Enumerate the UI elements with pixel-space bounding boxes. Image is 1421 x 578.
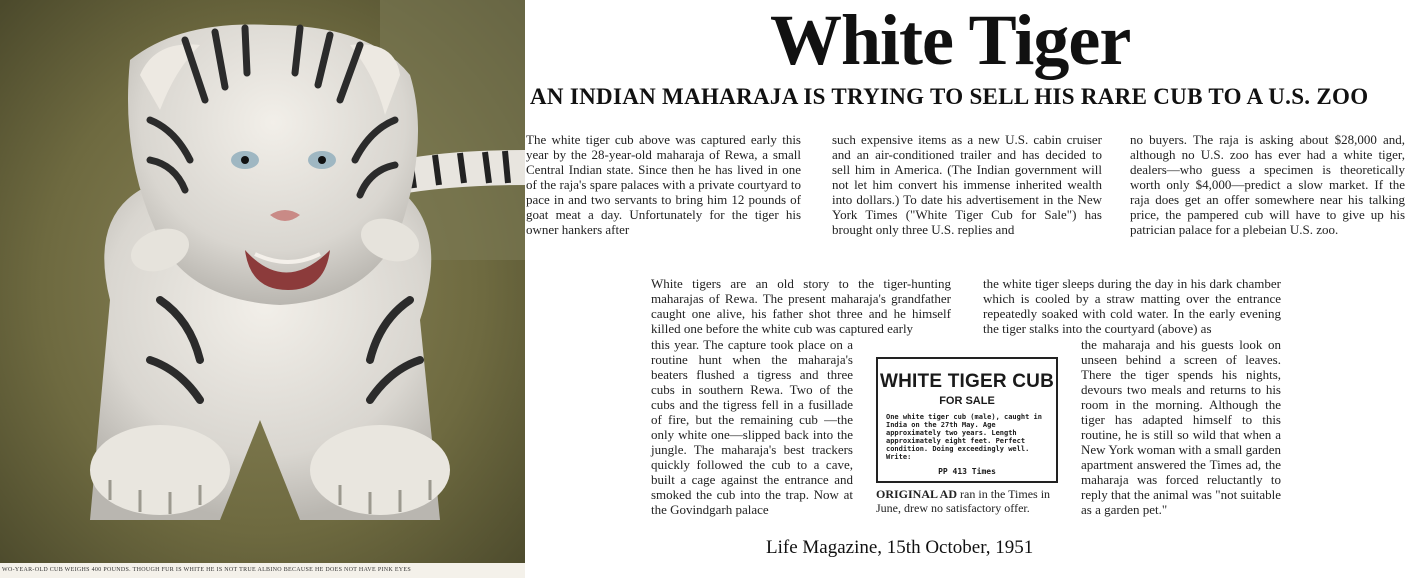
- photo-caption: WO-YEAR-OLD CUB WEIGHS 400 POUNDS. THOUGH FUR IS WHITE HE IS NOT TRUE ALBINO BECAUSE HE DOES NOT HAVE PINK EYES: [0, 563, 525, 578]
- article-column-1: The white tiger cub above was captured early this year by the 28-year-old maharaja of Rewa, a small Central Indian state. Since then he has lived in one of the raja's spare palaces with a private courtyard to pace in and two servants to bring him 12 pounds of goat meat a day. Unfortunately for the tiger his owner hankers after: [526, 132, 801, 237]
- ad-title: WHITE TIGER CUB: [880, 371, 1054, 392]
- article-lower-column-2-top: the white tiger sleeps during the day in his dark chamber which is cooled by a straw matting over the entrance repeatedly soaked with cold water. In the early evening the tiger stalks into the courtyard (above) as: [983, 276, 1281, 336]
- white-tiger-photo: [0, 0, 525, 578]
- article-lower-column-1-top: White tigers are an old story to the tiger-hunting maharajas of Rewa. The present maharaja's grandfather caught one alive, his father shot three and he himself killed one before the white cub was captured early: [651, 276, 951, 336]
- article-column-2: such expensive items as a new U.S. cabin cruiser and an air-conditioned trailer and has decided to sell him in America. (The Indian government will not let him convert his immense inherited wealth into dollars.) To date his advertisement in the New York Times ("White Tiger Cub for Sale") has brought only three U.S. replies and: [832, 132, 1102, 237]
- article-subhead: AN INDIAN MAHARAJA IS TRYING TO SELL HIS RARE CUB TO A U.S. ZOO: [530, 84, 1369, 109]
- article-headline: White Tiger: [770, 0, 1131, 80]
- ad-subtitle: FOR SALE: [939, 395, 995, 407]
- ad-body: One white tiger cub (male), caught in India on the 27th May. Age approximately two years. Length approximately eight feet. Perfect condition. Doing exceedingly well. Write:: [886, 413, 1042, 461]
- source-credit: Life Magazine, 15th October, 1951: [766, 537, 1034, 558]
- ad-caption-lead: ORIGINAL AD: [876, 487, 958, 501]
- ad-code: PP 413 Times: [938, 467, 996, 476]
- article-column-3: no buyers. The raja is asking about $28,000 and, although no U.S. zoo has ever had a white tiger, dealers—who guess a specimen is theoretically worth only $4,000—predict a slow market. If the raja does get an offer somewhere near his talking price, the pampered cub will have to give up his patrician palace for a plebeian U.S. zoo.: [1130, 132, 1405, 237]
- tiger-illustration: [0, 0, 525, 578]
- article-lower-column-1-wrap: this year. The capture took place on a routine hunt when the maharaja's beaters flushed a tigress and three cubs in southern Rewa. Two of the cubs and the tigress fell in a fusillade of fire, but the remaining cub —the only white one—slipped back into the jungle. The maharaja's best trackers quickly followed the cub to a cave, built a cage against the entrance and smoked the cub into the trap. Now at the Govindgarh palace: [651, 337, 853, 517]
- ad-caption-text: ran in the Times in June, drew no satisfactory offer.: [876, 487, 1051, 515]
- ad-caption: [876, 487, 1066, 515]
- article-lower-column-2-wrap: the maharaja and his guests look on unseen behind a screen of leaves. There the tiger spends his nights, devours two meals and returns to his room in the morning. Although the tiger has adapted himself to this routine, he is still so wild that when a New York woman with a small garden apartment answered the Times ad, the maharaja was forced reluctantly to reply that the animal was "not suitable as a garden pet.": [1081, 337, 1281, 517]
- newspaper-ad: [876, 357, 1058, 483]
